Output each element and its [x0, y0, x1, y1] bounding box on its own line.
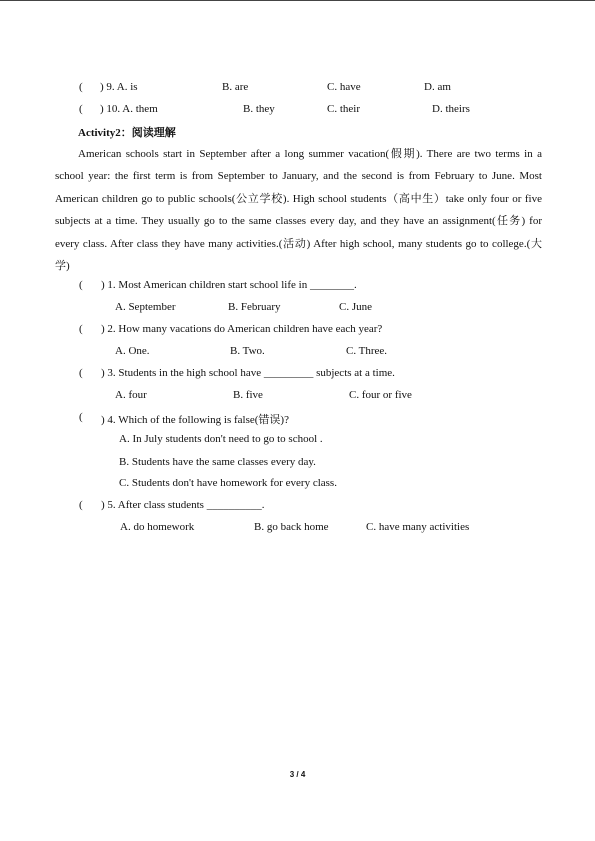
q3-option-b: B. five [233, 389, 263, 401]
q1-option-c: C. June [339, 301, 372, 313]
q9-option-c: C. have [327, 81, 361, 93]
q5-paren: ( [79, 499, 83, 511]
q10-option-b: B. they [243, 103, 275, 115]
q5-option-c: C. have many activities [366, 521, 470, 533]
q9-option-d: D. am [424, 81, 451, 93]
q2-stem: ) 2. How many vacations do American children have each year? [101, 323, 383, 335]
q2-paren: ( [79, 323, 83, 335]
q3-option-a: A. four [115, 389, 147, 401]
page-number: 3 / 4 [289, 770, 306, 779]
q2-option-a: A. One. [115, 345, 150, 357]
q4-stem: ) 4. Which of the following is false(错误)? [101, 414, 289, 426]
q4-paren: ( [79, 411, 83, 423]
q2-option-b: B. Two. [230, 345, 265, 357]
q10-option-c: C. their [327, 103, 360, 115]
top-border-line [0, 0, 595, 1]
q5-stem: ) 5. After class students __________. [101, 499, 265, 511]
q10-option-d: D. theirs [432, 103, 470, 115]
q9-paren: ( [79, 81, 83, 93]
q5-option-a: A. do homework [120, 521, 195, 533]
q1-stem: ) 1. Most American children start school life in ________. [101, 279, 357, 291]
q4-option-a: A. In July students don't need to go to school . [119, 433, 323, 445]
q9-option-b: B. are [222, 81, 249, 93]
q1-option-a: A. September [115, 301, 176, 313]
q10-paren: ( [79, 103, 83, 115]
q3-paren: ( [79, 367, 83, 379]
q10-option-a: ) 10. A. them [100, 103, 158, 115]
q1-option-b: B. February [228, 301, 281, 313]
q9-option-a: ) 9. A. is [100, 81, 138, 93]
q3-option-c: C. four or five [349, 389, 412, 401]
q2-option-c: C. Three. [346, 345, 388, 357]
activity-title: Activity2：阅读理解 [78, 127, 176, 139]
q4-option-c: C. Students don't have homework for every class. [119, 477, 337, 489]
q5-option-b: B. go back home [254, 521, 329, 533]
q3-stem: ) 3. Students in the high school have _________ subjects at a time. [101, 367, 395, 379]
q4-option-b: B. Students have the same classes every day. [119, 456, 316, 468]
q1-paren: ( [79, 279, 83, 291]
reading-passage: American schools start in September after a long summer vacation(假期). There are two terms in a school year: the first term is from September to January, and the second is from February to June. Most American children go to public schools(公立学校). High school students（高中生）take only four or five subjects at a time. They usually go to the same classes every day, and they have an assignment(任务) for every class. After class they have many activities.(活动) After high school, many students go to college.(大学) [55, 148, 542, 273]
